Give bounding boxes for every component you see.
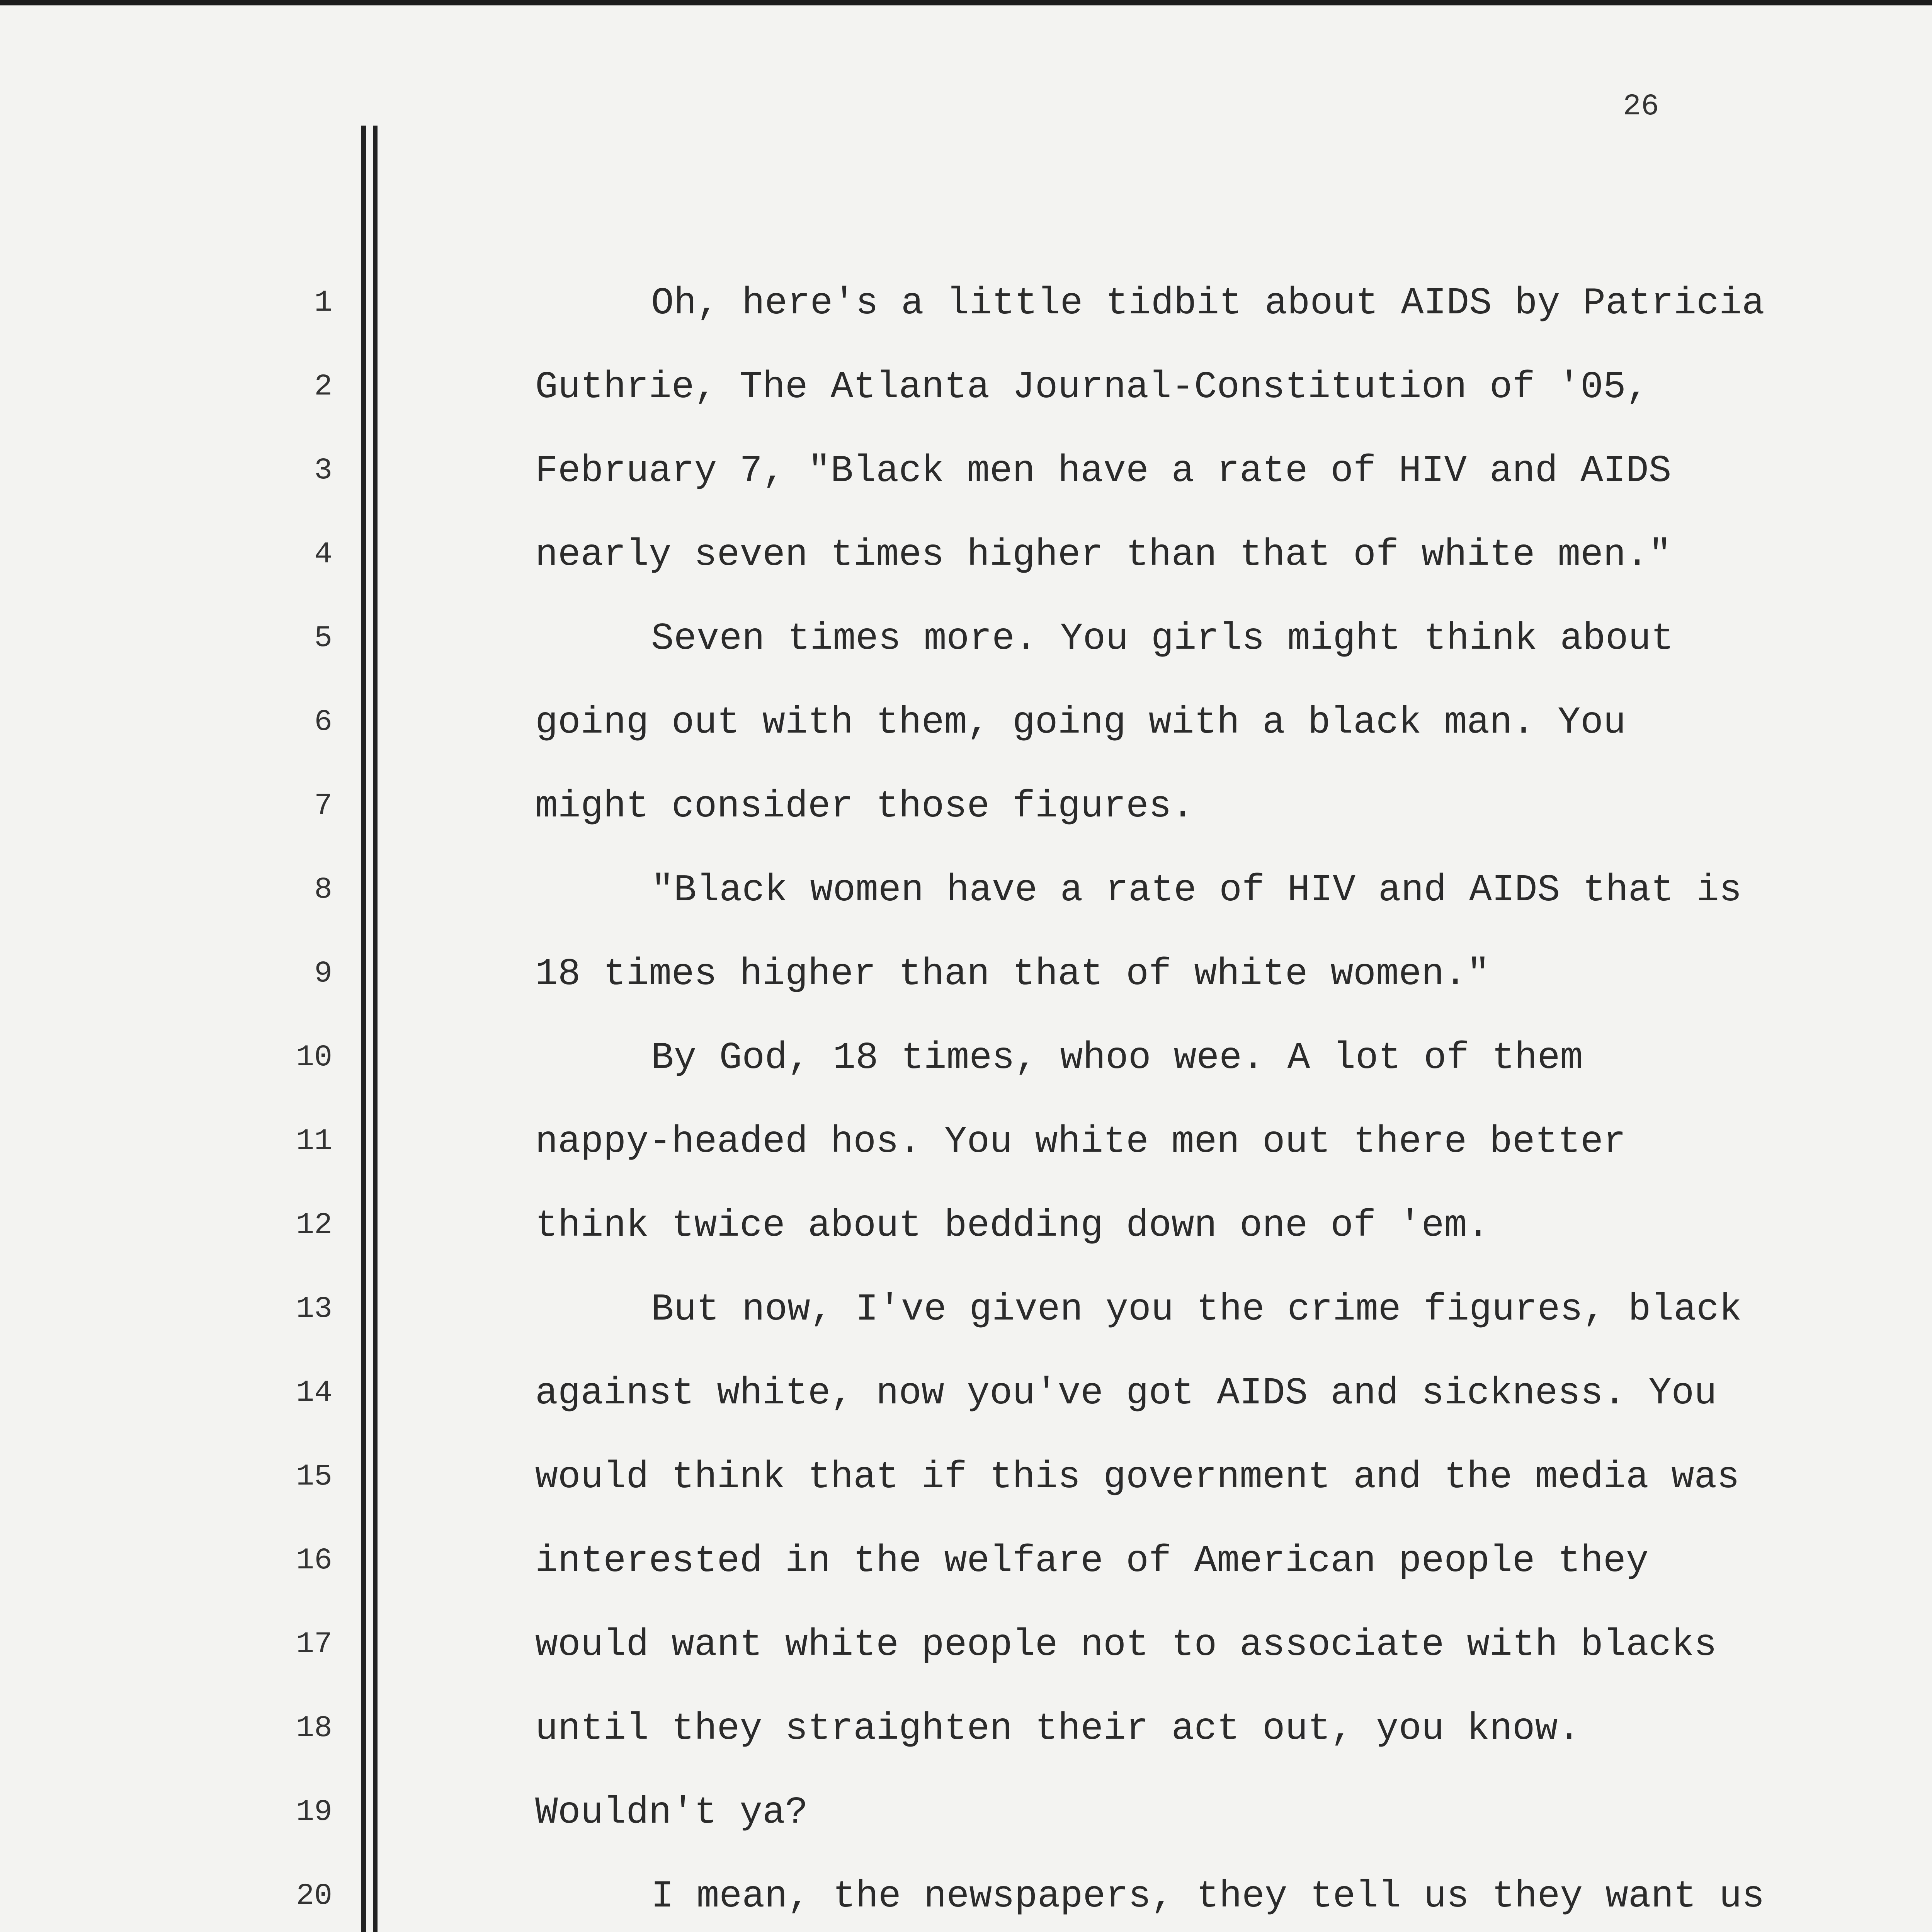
line-number: 7: [314, 789, 332, 823]
line-number: 8: [314, 873, 332, 907]
line-number: 5: [314, 621, 332, 655]
transcript-line: think twice about bedding down one of 'em.: [535, 1204, 1490, 1247]
transcript-line: might consider those figures.: [535, 785, 1194, 828]
left-margin-rule: [361, 126, 366, 1932]
page-number: 26: [1623, 90, 1659, 124]
line-number: 2: [314, 370, 332, 404]
line-number: 9: [314, 957, 332, 991]
transcript-line: going out with them, going with a black man. You: [535, 701, 1626, 744]
line-number: 11: [296, 1124, 332, 1158]
page-top-edge: [0, 0, 1932, 5]
transcript-line: Oh, here's a little tidbit about AIDS by Patricia: [651, 282, 1765, 325]
transcript-line: "Black women have a rate of HIV and AIDS that is: [651, 869, 1742, 912]
line-number: 1: [314, 286, 332, 320]
line-number: 17: [296, 1628, 332, 1662]
line-number: 6: [314, 705, 332, 739]
transcript-line: until they straighten their act out, you know.: [535, 1708, 1581, 1750]
line-number: 19: [296, 1795, 332, 1829]
transcript-line: Wouldn't ya?: [535, 1791, 808, 1834]
transcript-line: By God, 18 times, whoo wee. A lot of them: [651, 1037, 1583, 1080]
transcript-line: against white, now you've got AIDS and sickness. You: [535, 1372, 1717, 1415]
transcript-line: February 7, "Black men have a rate of HIV and AIDS: [535, 450, 1672, 493]
transcript-line: interested in the welfare of American people they: [535, 1540, 1649, 1583]
transcript-line: would think that if this government and the media was: [535, 1456, 1740, 1499]
transcript-line: Guthrie, The Atlanta Journal-Constitution of '05,: [535, 366, 1649, 409]
line-number: 15: [296, 1460, 332, 1494]
line-number: 13: [296, 1292, 332, 1326]
line-number: 20: [296, 1879, 332, 1913]
line-number: 12: [296, 1208, 332, 1242]
transcript-line: would want white people not to associate with blacks: [535, 1624, 1717, 1667]
transcript-line: But now, I've given you the crime figures, black: [651, 1288, 1742, 1331]
line-number: 14: [296, 1376, 332, 1410]
line-number: 16: [296, 1544, 332, 1578]
line-number: 3: [314, 454, 332, 488]
right-margin-rule: [373, 126, 378, 1932]
transcript-line: nearly seven times higher than that of white men.": [535, 534, 1672, 577]
transcript-line: Seven times more. You girls might think about: [651, 617, 1674, 660]
line-number: 4: [314, 537, 332, 571]
transcript-line: I mean, the newspapers, they tell us they want us: [651, 1875, 1765, 1918]
transcript-line: 18 times higher than that of white women.": [535, 953, 1490, 996]
line-number: 18: [296, 1711, 332, 1745]
line-number: 10: [296, 1041, 332, 1075]
transcript-line: nappy-headed hos. You white men out there better: [535, 1121, 1626, 1163]
